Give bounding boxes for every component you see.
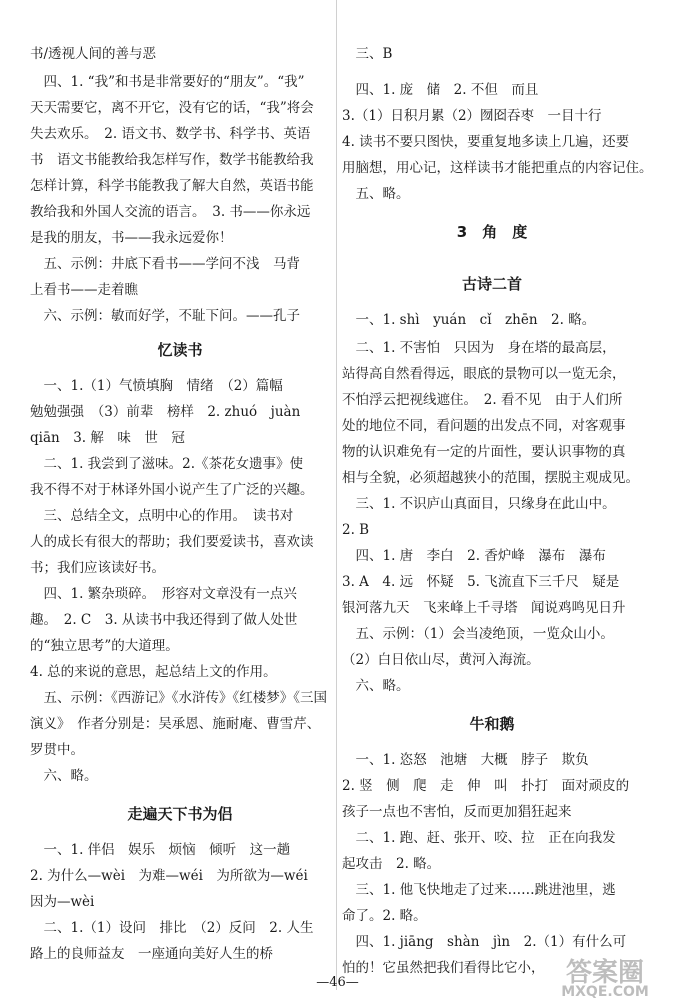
- text-line: 是我的朋友，书——我永远爱你！: [30, 230, 233, 246]
- text-line: 二、1.（1）设问 排比 （2）反问 2. 人生: [30, 920, 314, 936]
- text-line: 4. 总的来说的意思，起总结上文的作用。: [30, 664, 277, 680]
- text-line: 四、1. 繁杂琐碎。 形容对文章没有一点兴: [30, 586, 297, 602]
- text-line: 三、1. 他飞快地走了过来……跳进池里，逃: [342, 882, 616, 898]
- text-line: 的“独立思考”的大道理。: [30, 638, 179, 654]
- text-line: 路上的良师益友 一座通向美好人生的桥: [30, 946, 273, 962]
- page-number: —46—: [316, 975, 359, 990]
- text-line: 4. 读书不要只图快，要重复地多读上几遍，还要: [342, 134, 630, 150]
- text-line: 失去欢乐。 2. 语文书、数学书、科学书、英语: [30, 126, 311, 142]
- text-line: 起攻击 2. 略。: [342, 856, 441, 872]
- text-line: 人的成长有很大的帮助；我们要爱读书，喜欢读: [30, 534, 314, 550]
- text-line: 上看书——走着瞧: [30, 282, 138, 298]
- section-heading: 走遍天下书为侣: [127, 805, 233, 823]
- text-line: 二、1. 不害怕 只因为 身在塔的最高层，: [342, 340, 616, 356]
- text-line: 书/透视人间的善与恶: [30, 46, 157, 62]
- text-line: 六、略。: [342, 678, 410, 694]
- text-line: 五、略。: [342, 186, 410, 202]
- text-line: 四、1. jiāng shàn jìn 2.（1）有什么可: [342, 934, 627, 950]
- section-heading: 3 角 度: [456, 223, 528, 241]
- text-line: 用脑想，用心记，这样读书才能把重点的内容记住。: [342, 160, 653, 176]
- text-line: 物的认识难免有一定的片面性，要认识事物的真: [342, 444, 626, 460]
- text-line: 三、1. 不识庐山真面目，只缘身在此山中。: [342, 496, 616, 512]
- text-line: （2）白日依山尽，黄河入海流。: [342, 652, 540, 668]
- text-line: 书；我们应该读好书。: [30, 560, 165, 576]
- text-line: qiān 3. 解 味 世 冠: [30, 430, 185, 446]
- text-line: 一、1. 伴侣 娱乐 烦恼 倾听 这一趟: [30, 842, 291, 858]
- watermark-url: MXQE.COM: [561, 984, 649, 1000]
- watermark-logo: [540, 950, 670, 1005]
- text-line: 二、1. 我尝到了滋味。2.《茶花女遗事》使: [30, 456, 304, 472]
- text-line: 我不得不对于林译外国小说产生了广泛的兴趣。: [30, 482, 314, 498]
- text-line: 教给我和外国人交流的语言。 3. 书——你永远: [30, 204, 311, 220]
- text-line: 怎样计算，科学书能教我了解大自然，英语书能: [30, 178, 314, 194]
- text-line: 趣。 2. C 3. 从读书中我还得到了做人处世: [30, 612, 298, 628]
- section-heading: 古诗二首: [461, 275, 522, 293]
- section-heading: 忆读书: [157, 341, 203, 359]
- text-line: 三、总结全文，点明中心的作用。 读书对: [30, 508, 294, 524]
- text-line: 二、1. 跑、赶、张开、咬、拉 正在向我发: [342, 830, 616, 846]
- text-line: 不怕浮云把视线遮住。 2. 看不见 由于人们所: [342, 392, 623, 408]
- text-line: 3.（1）日积月累（2）囫囵吞枣 一目十行: [342, 108, 602, 124]
- text-line: 勉勉强强 （3）前辈 榜样 2. zhuó juàn: [30, 404, 301, 420]
- text-line: 四、1. 唐 李白 2. 香炉峰 瀑布 瀑布: [342, 548, 606, 564]
- text-line: 2. 竖 侧 爬 走 伸 叫 扑打 面对顽皮的: [342, 778, 630, 794]
- text-line: 天天需要它，离不开它，没有它的话，“我”将会: [30, 100, 314, 116]
- watermark-text: 答案圈: [565, 958, 644, 988]
- text-line: 六、示例：敏而好学，不耻下问。——孔子: [30, 308, 300, 324]
- text-line: 2. B: [342, 522, 370, 538]
- text-line: 2. 为什么—wèi 为难—wéi 为所欲为—wéi: [30, 868, 308, 884]
- text-line: 处的地位不同，看问题的出发点不同，对客观事: [342, 418, 626, 434]
- text-line: 一、1. shì yuán cǐ zhēn 2. 略。: [342, 312, 596, 328]
- text-line: 罗贯中。: [30, 742, 84, 758]
- text-line: 演义》 作者分别是：吴承恩、施耐庵、曹雪芹、: [30, 716, 321, 732]
- text-line: 四、1. “我”和书是非常要好的“朋友”。“我”: [30, 74, 305, 90]
- text-line: 五、示例：《西游记》《水浒传》《红楼梦》《三国: [30, 690, 327, 706]
- text-line: 命了。2. 略。: [342, 908, 427, 924]
- text-line: 孩子一点也不害怕，反而更加猖狂起来: [342, 804, 572, 820]
- text-line: 怕的！它虽然把我们看得比它小，: [342, 960, 545, 976]
- section-heading: 牛和鹅: [469, 715, 515, 733]
- text-line: 六、略。: [30, 768, 98, 784]
- text-line: 一、1. 恣怒 池塘 大概 脖子 欺负: [342, 752, 589, 768]
- text-line: 银河落九天 飞来峰上千寻塔 闻说鸡鸣见日升: [342, 600, 626, 616]
- text-line: 五、示例：（1）会当凌绝顶，一览众山小。: [342, 626, 614, 642]
- column-divider: [336, 0, 337, 990]
- text-line: 因为—wèi: [30, 894, 95, 910]
- text-line: 相与全貌，必须超越狭小的范围，摆脱主观成见。: [342, 470, 639, 486]
- text-line: 三、B: [342, 46, 393, 62]
- text-line: 书 语文书能教给我怎样写作，数学书能教给我: [30, 152, 314, 168]
- text-line: 3. A 4. 远 怀疑 5. 飞流直下三千尺 疑是: [342, 574, 620, 590]
- text-line: 站得高自然看得远，眼底的景物可以一览无余，: [342, 366, 626, 382]
- text-line: 五、示例：井底下看书——学问不浅 马背: [30, 256, 300, 272]
- text-line: 四、1. 庞 储 2. 不但 而且: [342, 82, 539, 98]
- text-line: 一、1.（1）气愤填胸 情绪 （2）篇幅: [30, 378, 283, 394]
